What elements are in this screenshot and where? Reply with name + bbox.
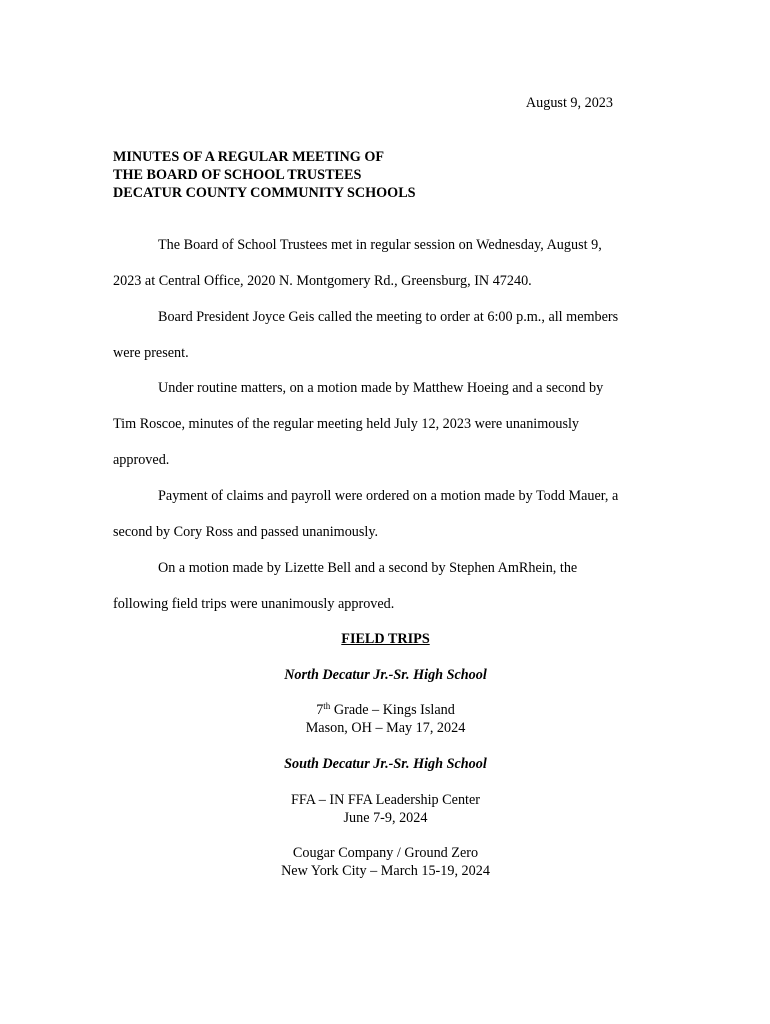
paragraph-line: The Board of School Trustees met in regular session on Wednesday, August 9, — [158, 237, 602, 253]
paragraph-line: following field trips were unanimously approved. — [113, 596, 395, 612]
north-trip-kings-island — [113, 701, 658, 737]
trip-line: Mason, OH – May 17, 2024 — [305, 720, 466, 736]
grade-number: 7 — [316, 702, 324, 718]
trip-destination: Grade – Kings Island — [330, 702, 455, 718]
paragraph-line: Payment of claims and payroll were ordered on a motion made by Todd Mauer, a — [158, 488, 619, 504]
south-trip-ffa — [113, 791, 658, 827]
north-school-name: North Decatur Jr.-Sr. High School — [284, 667, 487, 683]
meeting-date: August 9, 2023 — [525, 95, 613, 111]
north-school-heading-block — [113, 666, 658, 684]
paragraph-line: second by Cory Ross and passed unanimously. — [113, 524, 379, 540]
paragraph-line: 2023 at Central Office, 2020 N. Montgomery Rd., Greensburg, IN 47240. — [113, 273, 532, 289]
trip-line: FFA – IN FFA Leadership Center — [290, 792, 481, 808]
heading-line-3: DECATUR COUNTY COMMUNITY SCHOOLS — [113, 185, 416, 201]
document-heading — [113, 148, 416, 202]
paragraph-line: approved. — [113, 452, 170, 468]
trip-line — [113, 701, 658, 719]
paragraph-line: Under routine matters, on a motion made by Matthew Hoeing and a second by — [158, 380, 604, 396]
field-trips-title-block — [113, 630, 658, 648]
paragraph-line: On a motion made by Lizette Bell and a second by Stephen AmRhein, the — [158, 560, 578, 576]
paragraph-line: Board President Joyce Geis called the meeting to order at 6:00 p.m., all members — [158, 309, 619, 325]
trip-line: June 7-9, 2024 — [343, 810, 428, 826]
south-school-heading-block — [113, 755, 658, 773]
south-trip-cougar-company — [113, 844, 658, 880]
heading-line-2: THE BOARD OF SCHOOL TRUSTEES — [113, 167, 362, 183]
paragraph-line: were present. — [113, 345, 189, 361]
trip-line: Cougar Company / Ground Zero — [292, 845, 479, 861]
paragraph-line: Tim Roscoe, minutes of the regular meeting held July 12, 2023 were unanimously — [113, 416, 580, 432]
heading-line-1: MINUTES OF A REGULAR MEETING OF — [113, 149, 385, 165]
field-trips-title: FIELD TRIPS — [341, 631, 430, 647]
south-school-name: South Decatur Jr.-Sr. High School — [284, 756, 487, 772]
grade-suffix: th — [323, 701, 331, 711]
trip-line: New York City – March 15-19, 2024 — [281, 863, 490, 879]
